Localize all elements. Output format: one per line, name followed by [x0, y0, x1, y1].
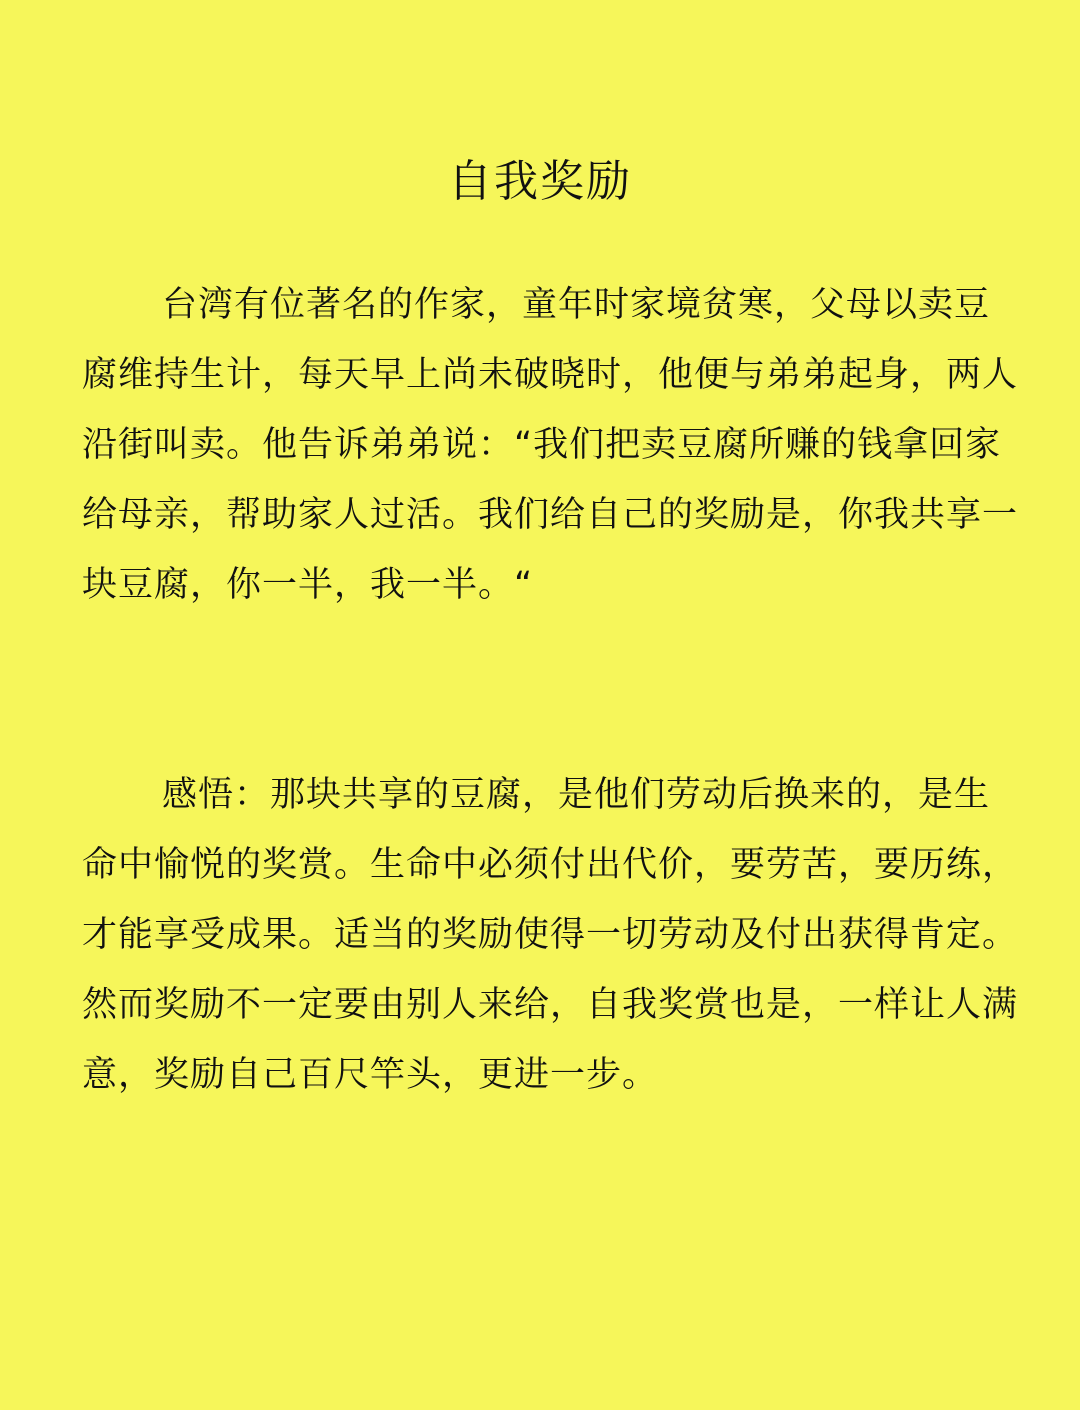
page-title: 自我奖励 — [448, 156, 632, 207]
story-paragraph: 台湾有位著名的作家，童年时家境贫寒，父母以卖豆腐维持生计，每天早上尚未破晓时，他便与弟弟起身，两人沿街叫卖。他告诉弟弟说：“我们把卖豆腐所赚的钱拿回家给母亲，帮助家人过活。我们给自己的奖励是，你我共享一块豆腐，你一半，我一半。“ — [82, 285, 1019, 605]
insight-paragraph: 感悟：那块共享的豆腐，是他们劳动后换来的，是生命中愉悦的奖赏。生命中必须付出代价，要劳苦，要历练，才能享受成果。适当的奖励使得一切劳动及付出获得肯定。然而奖励不一定要由别人来给，自我奖赏也是，一样让人满意，奖励自己百尺竿头，更进一步。 — [82, 775, 1019, 1095]
